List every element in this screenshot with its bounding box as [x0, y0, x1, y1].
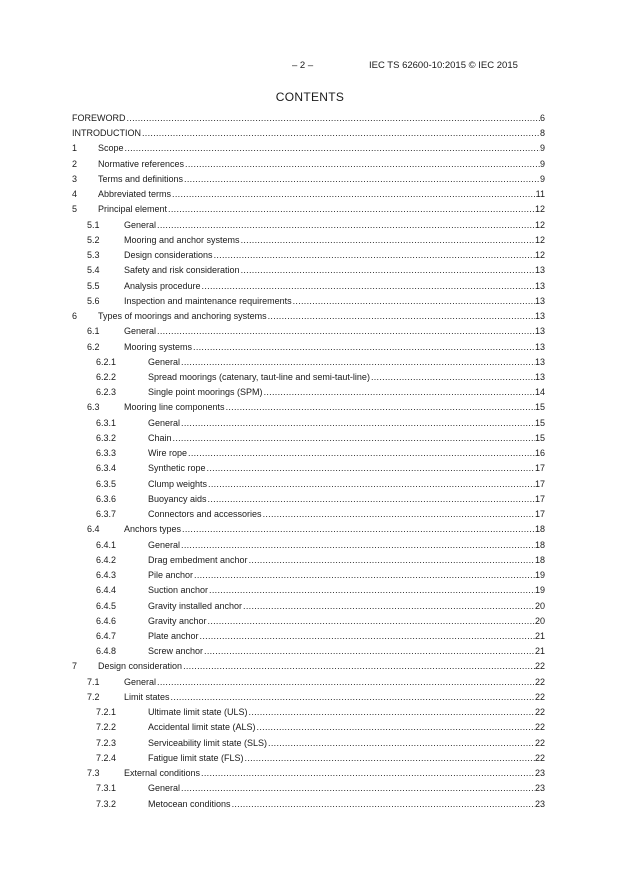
toc-entry-number: 7.2.4: [96, 752, 117, 763]
toc-entry-page: 14: [534, 387, 545, 398]
toc-entry-title: Limit states: [124, 691, 170, 702]
toc-entry-title: Analysis procedure: [124, 280, 201, 291]
toc-entry-line: [148, 479, 545, 489]
dot-leader: [181, 540, 535, 550]
toc-entry-line: [98, 189, 545, 199]
toc-entry-line: [148, 646, 545, 656]
toc-entry[interactable]: [72, 720, 545, 735]
toc-entry-title: Mooring and anchor systems: [124, 234, 240, 245]
toc-entry[interactable]: [72, 172, 545, 187]
toc-entry-number: 6.4.4: [96, 585, 117, 596]
toc-entry-line: [148, 540, 545, 550]
toc-entry-number: 5.5: [87, 280, 100, 291]
toc-entry-page: 17: [534, 509, 545, 520]
toc-entry[interactable]: [72, 461, 545, 476]
toc-entry[interactable]: [72, 202, 545, 217]
toc-entry-line: [124, 281, 545, 291]
toc-entry-line: [148, 555, 545, 565]
toc-entry-line: [98, 204, 545, 214]
toc-entry[interactable]: [72, 187, 545, 202]
toc-entry-title: Gravity anchor: [148, 615, 207, 626]
toc-entry-number: 6.3.7: [96, 509, 117, 520]
dot-leader: [268, 311, 535, 321]
toc-entry[interactable]: [72, 157, 545, 172]
toc-entry-page: 18: [534, 539, 545, 550]
dot-leader: [173, 433, 535, 443]
toc-entry-number: 6.4.5: [96, 600, 117, 611]
toc-entry[interactable]: [72, 538, 545, 553]
dot-leader: [185, 159, 540, 169]
toc-entry-page: 13: [534, 295, 545, 306]
toc-entry-title: Anchors types: [124, 524, 182, 535]
toc-entry-title: General: [148, 539, 181, 550]
toc-entry-line: [148, 387, 545, 397]
toc-entry[interactable]: [72, 385, 545, 400]
toc-entry-title: INTRODUCTION: [72, 128, 141, 139]
toc-entry-line: [124, 220, 545, 230]
toc-entry-title: FOREWORD: [72, 113, 126, 123]
toc-entry[interactable]: [72, 263, 545, 278]
toc-entry-number: 5.4: [87, 265, 100, 276]
toc-entry[interactable]: [72, 111, 545, 126]
toc-entry-page: 23: [534, 768, 545, 779]
toc-entry-page: 12: [534, 219, 545, 230]
toc-entry-page: 17: [534, 493, 545, 504]
toc-entry-number: 6.4.1: [96, 539, 117, 550]
dot-leader: [264, 387, 535, 397]
dot-leader: [200, 631, 535, 641]
toc-entry-number: 5.6: [87, 295, 100, 306]
toc-entry-page: 15: [534, 402, 545, 413]
toc-entry-line: [124, 692, 545, 702]
toc-entry-page: 12: [534, 204, 545, 215]
toc-entry-number: 7.3.2: [96, 798, 117, 809]
toc-entry-number: 6.3.4: [96, 463, 117, 474]
toc-entry[interactable]: [72, 416, 545, 431]
toc-entry-page: 22: [534, 752, 545, 763]
toc-entry-title: Inspection and maintenance requirements: [124, 295, 292, 306]
toc-entry-page: 22: [534, 737, 545, 748]
dot-leader: [157, 677, 535, 687]
dot-leader: [142, 128, 540, 138]
toc-entry-title: Abbreviated terms: [98, 189, 172, 200]
toc-entry-title: Scope: [98, 143, 124, 154]
toc-entry-line: [148, 585, 545, 595]
dot-leader: [172, 189, 536, 199]
toc-entry-line: [124, 677, 545, 687]
toc-entry[interactable]: [72, 370, 545, 385]
dot-leader: [293, 296, 535, 306]
page-title: CONTENTS: [275, 90, 345, 104]
dot-leader: [207, 463, 535, 473]
toc-entry-number: 7.2.1: [96, 707, 117, 718]
dot-leader: [181, 418, 535, 428]
toc-entry[interactable]: [72, 690, 545, 705]
toc-entry-number: 5.1: [87, 219, 100, 230]
toc-entry-line: [148, 601, 545, 611]
toc-entry-page: 13: [534, 280, 545, 291]
dot-leader: [204, 646, 535, 656]
toc-entry-number: 5.2: [87, 234, 100, 245]
toc-entry-page: 15: [534, 432, 545, 443]
dot-leader: [201, 768, 535, 778]
toc-entry[interactable]: [72, 431, 545, 446]
toc-entry[interactable]: [72, 233, 545, 248]
dot-leader: [208, 494, 535, 504]
toc-entry-number: 6.4.2: [96, 554, 117, 565]
toc-entry-title: Gravity installed anchor: [148, 600, 243, 611]
toc-entry-line: [148, 433, 545, 443]
toc-entry-title: Ultimate limit state (ULS): [148, 707, 248, 718]
toc-entry-title: General: [124, 326, 157, 337]
dot-leader: [257, 722, 535, 732]
dot-leader: [183, 661, 535, 671]
toc-entry[interactable]: [72, 126, 545, 141]
toc-entry-line: [124, 235, 545, 245]
toc-entry[interactable]: [72, 400, 545, 415]
dot-leader: [371, 372, 535, 382]
toc-entry-number: 2: [72, 158, 78, 169]
toc-entry-line: [148, 799, 545, 809]
toc-entry-page: 23: [534, 783, 545, 794]
toc-entry[interactable]: [72, 568, 545, 583]
toc-entry-page: 22: [534, 691, 545, 702]
toc-entry-title: General: [148, 783, 181, 794]
toc-entry-page: 19: [534, 585, 545, 596]
dot-leader: [249, 555, 535, 565]
toc-entry-number: 6.4: [87, 524, 100, 535]
dot-leader: [157, 220, 535, 230]
toc-entry-number: 7.3.1: [96, 783, 117, 794]
toc-entry-title: General: [148, 356, 181, 367]
dot-leader: [245, 753, 535, 763]
dot-leader: [193, 342, 535, 352]
toc-entry-title: Types of moorings and anchoring systems: [98, 311, 267, 322]
dot-leader: [202, 281, 535, 291]
dot-leader: [243, 601, 535, 611]
toc-entry-line: [124, 296, 545, 306]
toc-entry-title: Design considerations: [124, 250, 213, 261]
dot-leader: [268, 738, 535, 748]
toc-entry-line: [148, 372, 545, 382]
toc-entry-page: 8: [539, 128, 545, 139]
toc-entry-number: 6.4.7: [96, 630, 117, 641]
toc-entry-page: 18: [534, 524, 545, 535]
toc-entry-title: Fatigue limit state (FLS): [148, 752, 244, 763]
toc-entry-page: 22: [534, 722, 545, 733]
toc-entry-title: Normative references: [98, 158, 185, 169]
toc-entry[interactable]: [72, 446, 545, 461]
toc-entry[interactable]: [72, 675, 545, 690]
toc-entry-line: [72, 113, 545, 123]
toc-entry[interactable]: [72, 599, 545, 614]
toc-entry-number: 7.3: [87, 768, 100, 779]
toc-entry-page: 12: [534, 234, 545, 245]
toc-entry-line: [148, 418, 545, 428]
toc-entry-page: 17: [534, 478, 545, 489]
toc-entry-line: [98, 174, 545, 184]
standard-reference: IEC TS 62600-10:2015 © IEC 2015: [369, 60, 518, 71]
dot-leader: [127, 113, 540, 123]
toc-entry[interactable]: [72, 340, 545, 355]
toc-entry-number: 7.2.2: [96, 722, 117, 733]
toc-entry-line: [148, 738, 545, 748]
toc-entry-title: Spread moorings (catenary, taut-line and semi-taut-line): [148, 371, 370, 382]
toc-entry-page: 17: [534, 463, 545, 474]
dot-leader: [168, 204, 535, 214]
toc-entry-number: 5.3: [87, 250, 100, 261]
toc-entry-number: 6.2.3: [96, 387, 117, 398]
toc-entry-number: 4: [72, 189, 78, 200]
toc-entry-number: 7.1: [87, 676, 100, 687]
toc-entry[interactable]: [72, 659, 545, 674]
toc-entry[interactable]: [72, 477, 545, 492]
toc-entry-title: Mooring systems: [124, 341, 193, 352]
dot-leader: [181, 357, 535, 367]
toc-entry-title: Pile anchor: [148, 570, 194, 581]
toc-entry-title: Suction anchor: [148, 585, 209, 596]
toc-entry-number: 6.2.2: [96, 371, 117, 382]
toc-entry-page: 20: [534, 600, 545, 611]
toc-entry-line: [98, 159, 545, 169]
toc-entry-line: [148, 783, 545, 793]
toc-entry[interactable]: [72, 294, 545, 309]
toc-entry-line: [98, 661, 545, 671]
toc-entry-number: 6.4.3: [96, 570, 117, 581]
toc-entry-title: Safety and risk consideration: [124, 265, 240, 276]
toc-entry-number: 6.4.6: [96, 615, 117, 626]
toc-entry-line: [148, 494, 545, 504]
toc-entry[interactable]: [72, 507, 545, 522]
toc-entry-title: Terms and definitions: [98, 173, 184, 184]
toc-entry-page: 23: [534, 798, 545, 809]
toc-entry-title: Plate anchor: [148, 630, 199, 641]
toc-entry-title: Drag embedment anchor: [148, 554, 248, 565]
toc-entry-line: [98, 143, 545, 153]
toc-entry[interactable]: [72, 279, 545, 294]
dot-leader: [214, 250, 535, 260]
page-header: [0, 60, 620, 74]
toc-entry-number: 6.3.2: [96, 432, 117, 443]
toc-entry-line: [98, 311, 545, 321]
toc-entry-line: [124, 524, 545, 534]
toc-entry-title: Buoyancy aids: [148, 493, 207, 504]
dot-leader: [263, 509, 535, 519]
toc-entry-number: 6.3.6: [96, 493, 117, 504]
dot-leader: [241, 235, 535, 245]
toc-entry-line: [148, 722, 545, 732]
toc-entry-line: [124, 402, 545, 412]
toc-entry[interactable]: [72, 781, 545, 796]
dot-leader: [181, 783, 535, 793]
toc-entry-page: 9: [539, 173, 545, 184]
toc-entry[interactable]: [72, 522, 545, 537]
toc-entry-number: 6: [72, 311, 78, 322]
toc-entry[interactable]: [72, 218, 545, 233]
toc-entry-title: Metocean conditions: [148, 798, 231, 809]
toc-entry-title: Serviceability limit state (SLS): [148, 737, 268, 748]
toc-entry[interactable]: [72, 355, 545, 370]
toc-entry-number: 1: [72, 143, 78, 154]
toc-entry[interactable]: [72, 751, 545, 766]
toc-entry[interactable]: [72, 324, 545, 339]
toc-entry[interactable]: [72, 583, 545, 598]
toc-entry[interactable]: [72, 492, 545, 507]
toc-entry-line: [148, 448, 545, 458]
toc-entry-title: Connectors and accessories: [148, 509, 262, 520]
toc-entry-title: General: [124, 219, 157, 230]
toc-entry[interactable]: [72, 614, 545, 629]
toc-entry-number: 7.2: [87, 691, 100, 702]
toc-entry-page: 22: [534, 676, 545, 687]
dot-leader: [209, 585, 535, 595]
toc-entry-line: [148, 463, 545, 473]
toc-entry-page: 16: [534, 448, 545, 459]
dot-leader: [188, 448, 535, 458]
toc-entry-title: Wire rope: [148, 448, 188, 459]
toc-entry-page: 22: [534, 707, 545, 718]
toc-entry-page: 13: [534, 356, 545, 367]
toc-entry-number: 6.2.1: [96, 356, 117, 367]
toc-entry-title: Screw anchor: [148, 646, 204, 657]
dot-leader: [125, 143, 540, 153]
toc-entry-title: Chain: [148, 432, 172, 443]
toc-entry-page: 13: [534, 341, 545, 352]
toc-entry-line: [148, 357, 545, 367]
toc-entry-number: 6.3.3: [96, 448, 117, 459]
toc-entry-line: [148, 753, 545, 763]
toc-entry-line: [124, 250, 545, 260]
toc-entry-page: 13: [534, 311, 545, 322]
toc-entry-page: 20: [534, 615, 545, 626]
toc-entry[interactable]: [72, 553, 545, 568]
toc-entry-line: [124, 326, 545, 336]
toc-entry[interactable]: [72, 141, 545, 156]
dot-leader: [208, 616, 535, 626]
page-number: – 2 –: [292, 60, 314, 71]
toc-entry-number: 7: [72, 661, 78, 672]
toc-entry[interactable]: [72, 766, 545, 781]
toc-entry-page: 11: [535, 189, 545, 200]
toc-entry-title: Synthetic rope: [148, 463, 206, 474]
dot-leader: [226, 402, 535, 412]
toc-entry-number: 3: [72, 173, 78, 184]
toc-entry-number: 6.3.1: [96, 417, 117, 428]
toc-entry-title: General: [148, 417, 181, 428]
toc-entry-page: 13: [534, 371, 545, 382]
dot-leader: [194, 570, 535, 580]
toc-entry-number: 6.4.8: [96, 646, 117, 657]
dot-leader: [208, 479, 535, 489]
toc-entry-number: 6.3.5: [96, 478, 117, 489]
toc-entry-page: 13: [534, 326, 545, 337]
toc-entry[interactable]: [72, 248, 545, 263]
toc-entry[interactable]: [72, 797, 545, 812]
toc-entry-page: 9: [539, 143, 545, 154]
toc-entry-number: 5: [72, 204, 78, 215]
toc-entry-page: 18: [534, 554, 545, 565]
toc-entry-line: [124, 342, 545, 352]
toc-entry-page: 22: [534, 661, 545, 672]
toc-entry-title: Mooring line components: [124, 402, 225, 413]
dot-leader: [157, 326, 535, 336]
toc-entry[interactable]: [72, 705, 545, 720]
toc-entry-number: 6.1: [87, 326, 100, 337]
dot-leader: [241, 265, 535, 275]
toc-entry-title: External conditions: [124, 768, 201, 779]
toc-entry-page: 12: [534, 250, 545, 261]
toc-entry-number: 7.2.3: [96, 737, 117, 748]
toc-entry-page: 15: [534, 417, 545, 428]
dot-leader: [232, 799, 535, 809]
dot-leader: [171, 692, 535, 702]
toc-entry[interactable]: [72, 309, 545, 324]
toc-entry-page: 19: [534, 570, 545, 581]
dot-leader: [249, 707, 535, 717]
toc-entry[interactable]: [72, 629, 545, 644]
toc-entry-page: 6: [539, 113, 545, 123]
toc-entry-number: 6.2: [87, 341, 100, 352]
toc-entry-line: [148, 707, 545, 717]
toc-entry-line: [148, 631, 545, 641]
toc-entry-line: [148, 509, 545, 519]
toc-entry-title: General: [124, 676, 157, 687]
toc-entry-line: [72, 128, 545, 138]
toc-entry-number: 6.3: [87, 402, 100, 413]
toc-entry-line: [148, 616, 545, 626]
toc-entry-title: Clump weights: [148, 478, 208, 489]
dot-leader: [182, 524, 535, 534]
toc-entry-page: 9: [539, 158, 545, 169]
toc-entry[interactable]: [72, 736, 545, 751]
toc-entry-title: Principal element: [98, 204, 168, 215]
toc-entry-page: 13: [534, 265, 545, 276]
toc-entry-title: Single point moorings (SPM): [148, 387, 263, 398]
dot-leader: [184, 174, 540, 184]
table-of-contents: [72, 111, 545, 812]
toc-entry-line: [124, 768, 545, 778]
toc-entry-page: 21: [534, 630, 545, 641]
toc-entry-line: [124, 265, 545, 275]
toc-entry-title: Accidental limit state (ALS): [148, 722, 256, 733]
toc-entry-line: [148, 570, 545, 580]
toc-entry[interactable]: [72, 644, 545, 659]
toc-entry-page: 21: [534, 646, 545, 657]
toc-entry-title: Design consideration: [98, 661, 183, 672]
